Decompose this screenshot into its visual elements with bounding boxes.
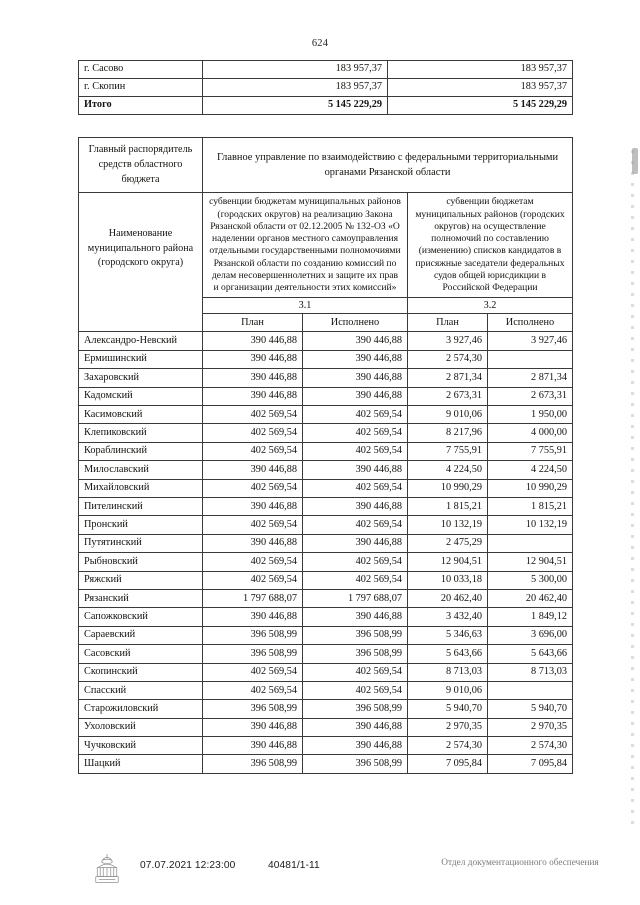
cell-plan-2: 4 224,50 (408, 461, 488, 479)
col-header-plan-2: План (408, 314, 488, 332)
table-row (79, 332, 573, 350)
cell-executed-1: 402 569,54 (303, 663, 408, 681)
cell-executed-2: 2 871,34 (488, 369, 573, 387)
table-row (79, 479, 573, 497)
cell-executed-1: 402 569,54 (303, 406, 408, 424)
cell-plan-2: 10 132,19 (408, 516, 488, 534)
cell-plan-1: 1 797 688,07 (203, 589, 303, 607)
cell-plan-1: 402 569,54 (203, 663, 303, 681)
scan-edge-marks (631, 150, 634, 830)
page-number: 624 (311, 38, 329, 49)
subvention-2-ref: 3.2 (408, 298, 573, 314)
cell-executed-1: 396 508,99 (303, 755, 408, 773)
cell-executed-1: 402 569,54 (303, 681, 408, 699)
cell-executed-2: 4 224,50 (488, 461, 573, 479)
subvention-2-header: субвенции бюджетам муниципальных районов (городских округов) на осуществление полномочий по составлению (изменению) списков кандидатов в присяжные заседатели федеральных судов общей юрисдикции в Российской Федерации (408, 193, 573, 298)
cell-plan-2: 7 095,84 (408, 755, 488, 773)
cell-executed-1: 390 446,88 (303, 718, 408, 736)
cell-plan-1: 396 508,99 (203, 755, 303, 773)
table-row (79, 369, 573, 387)
cell-executed: 5 145 229,29 (388, 97, 573, 115)
cell-executed-2 (488, 681, 573, 699)
table-row (79, 497, 573, 515)
cell-executed-2: 5 300,00 (488, 571, 573, 589)
cell-plan-1: 390 446,88 (203, 608, 303, 626)
cell-plan-2: 2 574,30 (408, 737, 488, 755)
cell-plan-1: 402 569,54 (203, 571, 303, 589)
page-footer (0, 852, 640, 902)
cell-plan-2: 8 713,03 (408, 663, 488, 681)
footer-department: Отдел документационного обеспечения (441, 858, 599, 868)
row-label: Александро-Невский (79, 332, 203, 350)
administrator-label: Главный распорядитель средств областного бюджета (79, 138, 203, 193)
header-row-subventions (79, 193, 573, 298)
cell-executed-2: 3 927,46 (488, 332, 573, 350)
cell-executed-1: 390 446,88 (303, 737, 408, 755)
cell-executed-1: 396 508,99 (303, 700, 408, 718)
cell-plan-2: 8 217,96 (408, 424, 488, 442)
header-row-administrator (79, 138, 573, 193)
table-row (79, 681, 573, 699)
subvention-1-header: субвенции бюджетам муниципальных районов (городских округов) на реализацию Закона Рязанской области от 02.12.2005 № 132-ОЗ «О наделении органов местного самоуправления отдельными государственными полномочиями Рязанской области по созданию комиссий по делам несовершеннолетних и защите их прав и организации деятельности этих комиссий» (203, 193, 408, 298)
row-label: г. Скопин (79, 79, 203, 97)
cell-executed-2: 1 815,21 (488, 497, 573, 515)
table-row (79, 97, 573, 115)
cell-plan-2: 12 904,51 (408, 553, 488, 571)
cell-executed-1: 402 569,54 (303, 553, 408, 571)
cell-executed-1: 390 446,88 (303, 387, 408, 405)
row-label: Ухоловский (79, 718, 203, 736)
col-header-plan-1: План (203, 314, 303, 332)
cell-plan-2: 10 033,18 (408, 571, 488, 589)
row-label: Чучковский (79, 737, 203, 755)
cell-executed-2: 5 940,70 (488, 700, 573, 718)
cell-plan-1: 396 508,99 (203, 700, 303, 718)
row-label: Касимовский (79, 406, 203, 424)
administrator-value: Главное управление по взаимодействию с федеральными территориальными органами Рязанской области (203, 138, 573, 193)
cell-plan-1: 396 508,99 (203, 645, 303, 663)
cell-plan-1: 390 446,88 (203, 332, 303, 350)
row-label: Скопинский (79, 663, 203, 681)
cell-executed-1: 396 508,99 (303, 645, 408, 663)
footer-document-code: 40481/1-11 (268, 860, 320, 871)
main-table (78, 137, 573, 774)
subvention-1-ref: 3.1 (203, 298, 408, 314)
table-row (79, 645, 573, 663)
cell-executed-2: 8 713,03 (488, 663, 573, 681)
cell-plan-1: 402 569,54 (203, 681, 303, 699)
row-label: Рыбновский (79, 553, 203, 571)
cell-executed-1: 390 446,88 (303, 350, 408, 368)
cell-plan-1: 402 569,54 (203, 516, 303, 534)
cell-executed-1: 1 797 688,07 (303, 589, 408, 607)
table-row (79, 61, 573, 79)
row-label: Ряжский (79, 571, 203, 589)
cell-plan-2: 5 346,63 (408, 626, 488, 644)
cell-executed-1: 390 446,88 (303, 608, 408, 626)
cell-plan-1: 402 569,54 (203, 424, 303, 442)
cell-plan-2: 7 755,91 (408, 442, 488, 460)
row-label: Сапожковский (79, 608, 203, 626)
table-row (79, 626, 573, 644)
table-row (79, 553, 573, 571)
cell-executed-2: 20 462,40 (488, 589, 573, 607)
cell-plan-2: 9 010,06 (408, 406, 488, 424)
cell-plan-2: 2 574,30 (408, 350, 488, 368)
cell-executed-1: 390 446,88 (303, 497, 408, 515)
row-label-header: Наименование муниципального района (городского округа) (79, 193, 203, 332)
footer-datetime: 07.07.2021 12:23:00 (140, 860, 236, 871)
table-row (79, 571, 573, 589)
table-row (79, 700, 573, 718)
table-row (79, 516, 573, 534)
row-label: Старожиловский (79, 700, 203, 718)
table-row (79, 424, 573, 442)
row-label: г. Сасово (79, 61, 203, 79)
cell-plan-2: 3 927,46 (408, 332, 488, 350)
table-row (79, 79, 573, 97)
cell-executed-1: 396 508,99 (303, 626, 408, 644)
cell-plan-1: 390 446,88 (203, 387, 303, 405)
table-row (79, 350, 573, 368)
cell-executed-2: 1 849,12 (488, 608, 573, 626)
cell-executed-2: 10 132,19 (488, 516, 573, 534)
row-label: Ермишинский (79, 350, 203, 368)
table-row (79, 406, 573, 424)
row-label: Милославский (79, 461, 203, 479)
table-row (79, 442, 573, 460)
cell-executed-2: 1 950,00 (488, 406, 573, 424)
continued-table-body (79, 61, 573, 115)
table-row (79, 737, 573, 755)
cell-plan-2: 9 010,06 (408, 681, 488, 699)
row-label: Рязанский (79, 589, 203, 607)
col-header-executed-1: Исполнено (303, 314, 408, 332)
cell-executed-2: 3 696,00 (488, 626, 573, 644)
cell-plan-2: 2 871,34 (408, 369, 488, 387)
row-label: Пронский (79, 516, 203, 534)
cell-executed-1: 390 446,88 (303, 534, 408, 552)
cell-plan-1: 390 446,88 (203, 369, 303, 387)
main-table-body (79, 332, 573, 773)
cell-executed-1: 402 569,54 (303, 516, 408, 534)
cell-plan-1: 402 569,54 (203, 479, 303, 497)
cell-plan-1: 402 569,54 (203, 442, 303, 460)
cell-plan-2: 10 990,29 (408, 479, 488, 497)
continued-table (78, 60, 573, 115)
cell-executed-2: 4 000,00 (488, 424, 573, 442)
cell-plan-1: 390 446,88 (203, 497, 303, 515)
cell-executed-1: 390 446,88 (303, 461, 408, 479)
cell-executed-2: 12 904,51 (488, 553, 573, 571)
cell-executed: 183 957,37 (388, 61, 573, 79)
official-seal-icon (92, 852, 122, 886)
table-row (79, 718, 573, 736)
cell-plan-1: 402 569,54 (203, 406, 303, 424)
cell-plan-2: 2 475,29 (408, 534, 488, 552)
cell-executed-2: 10 990,29 (488, 479, 573, 497)
row-label: Михайловский (79, 479, 203, 497)
cell-plan-2: 5 940,70 (408, 700, 488, 718)
cell-executed-2 (488, 534, 573, 552)
row-label: Шацкий (79, 755, 203, 773)
row-label: Кораблинский (79, 442, 203, 460)
cell-plan-2: 1 815,21 (408, 497, 488, 515)
cell-plan-2: 2 970,35 (408, 718, 488, 736)
table-row (79, 387, 573, 405)
row-label: Путятинский (79, 534, 203, 552)
cell-plan-2: 20 462,40 (408, 589, 488, 607)
table-row (79, 461, 573, 479)
row-label: Итого (79, 97, 203, 115)
cell-executed-1: 402 569,54 (303, 424, 408, 442)
cell-plan-1: 390 446,88 (203, 737, 303, 755)
table-row (79, 608, 573, 626)
cell-executed-1: 402 569,54 (303, 571, 408, 589)
cell-plan: 5 145 229,29 (203, 97, 388, 115)
row-label: Захаровский (79, 369, 203, 387)
cell-executed-2 (488, 350, 573, 368)
cell-plan-2: 5 643,66 (408, 645, 488, 663)
cell-executed-2: 2 673,31 (488, 387, 573, 405)
table-row (79, 755, 573, 773)
row-label: Кадомский (79, 387, 203, 405)
cell-executed-2: 2 574,30 (488, 737, 573, 755)
col-header-executed-2: Исполнено (488, 314, 573, 332)
cell-executed-1: 390 446,88 (303, 369, 408, 387)
row-label: Сасовский (79, 645, 203, 663)
cell-plan: 183 957,37 (203, 61, 388, 79)
cell-executed-2: 7 755,91 (488, 442, 573, 460)
cell-executed-1: 402 569,54 (303, 479, 408, 497)
row-label: Клепиковский (79, 424, 203, 442)
row-label: Сараевский (79, 626, 203, 644)
cell-plan: 183 957,37 (203, 79, 388, 97)
cell-plan-1: 390 446,88 (203, 718, 303, 736)
cell-executed: 183 957,37 (388, 79, 573, 97)
cell-plan-1: 402 569,54 (203, 553, 303, 571)
cell-executed-2: 7 095,84 (488, 755, 573, 773)
cell-executed-2: 5 643,66 (488, 645, 573, 663)
cell-plan-1: 396 508,99 (203, 626, 303, 644)
cell-plan-1: 390 446,88 (203, 534, 303, 552)
main-table-head (79, 138, 573, 332)
row-label: Пителинский (79, 497, 203, 515)
cell-plan-1: 390 446,88 (203, 461, 303, 479)
cell-plan-1: 390 446,88 (203, 350, 303, 368)
table-row (79, 663, 573, 681)
cell-executed-2: 2 970,35 (488, 718, 573, 736)
cell-executed-1: 402 569,54 (303, 442, 408, 460)
cell-executed-1: 390 446,88 (303, 332, 408, 350)
table-row (79, 534, 573, 552)
cell-plan-2: 3 432,40 (408, 608, 488, 626)
row-label: Спасский (79, 681, 203, 699)
cell-plan-2: 2 673,31 (408, 387, 488, 405)
table-row (79, 589, 573, 607)
